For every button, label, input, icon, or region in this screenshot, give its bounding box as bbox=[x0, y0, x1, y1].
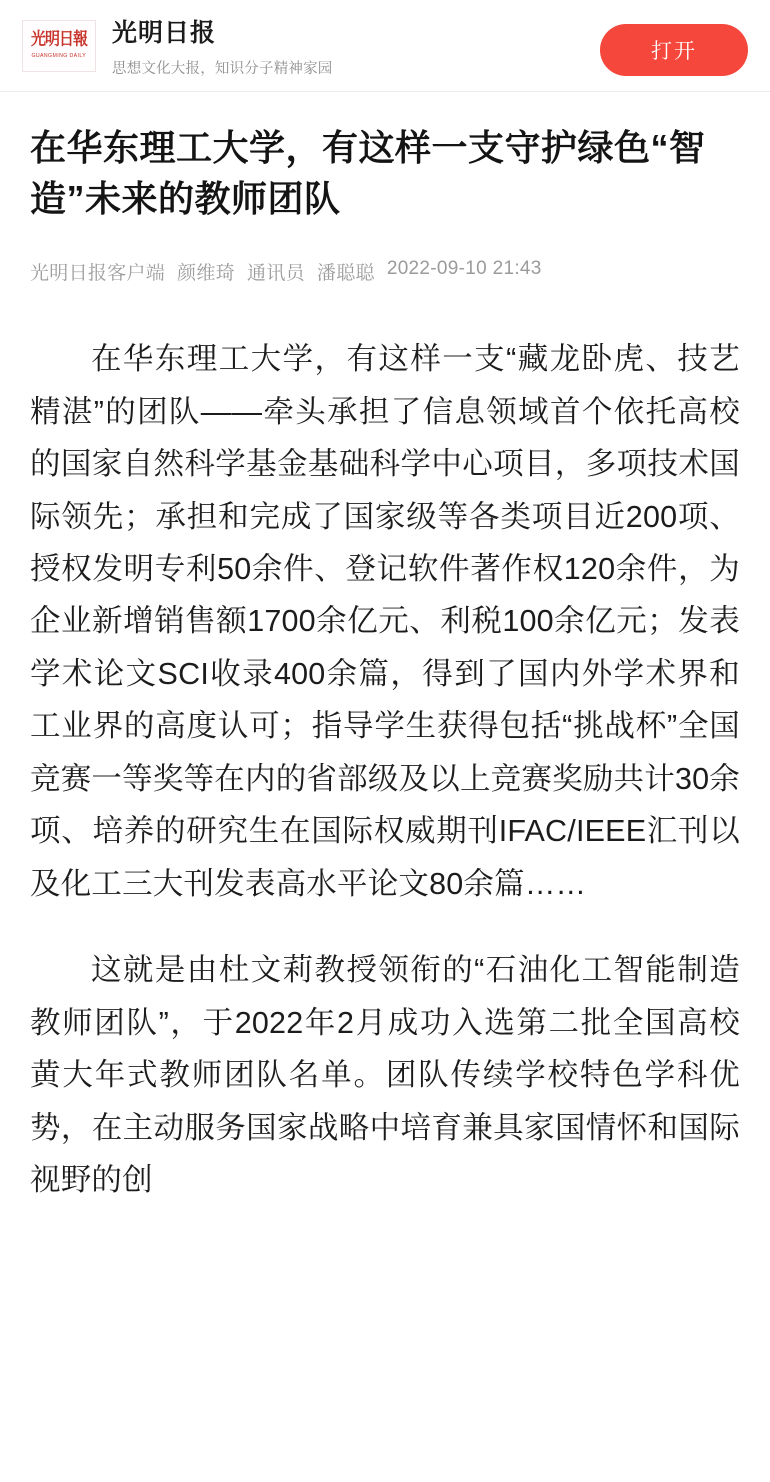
brand-slogan: 思想文化大报，知识分子精神家园 bbox=[112, 60, 333, 77]
meta-author: 颜维琦 bbox=[177, 263, 236, 285]
open-app-button[interactable]: 打开 bbox=[600, 24, 748, 76]
brand-name: 光明日报 bbox=[112, 19, 217, 47]
article-container bbox=[0, 92, 770, 1206]
logo-latin-mark: GUANGMING DAILY bbox=[31, 53, 87, 59]
meta-correspondent: 潘聪聪 bbox=[316, 263, 375, 285]
article-paragraph: 在华东理工大学，有这样一支“藏龙卧虎、技艺精湛”的团队——牵头承担了信息领域首个依托高校的国家自然科学基金基础科学中心项目，多项技术国际领先；承担和完成了国家级等各类项目近200项、授权发明专利50余件、登记软件著作权120余件，为企业新增销售额1700余亿元、利税100余亿元；发表学术论文SCI收录400余篇，得到了国内外学术界和工业界的高度认可；指导学生获得包括“挑战杯”全国竞赛一等奖等在内的省部级及以上竞赛奖励共计30余项、培养的研究生在国际权威期刊IFAC/IEEE汇刊以及化工三大刊发表高水平论文80余篇…… bbox=[30, 342, 740, 901]
article-paragraph: 这就是由杜文莉教授领衔的“石油化工智能制造教师团队”，于2022年2月成功入选第二批全国高校黄大年式教师团队名单。团队传续学校特色学科优势，在主动服务国家战略中培育兼具家国情怀和国际视野的创 bbox=[30, 953, 740, 1198]
guangming-daily-logo bbox=[22, 20, 96, 72]
meta-timestamp: 2022-09-10 21:43 bbox=[386, 258, 542, 280]
logo-chinese-mark: 光明日報 bbox=[30, 30, 87, 50]
site-header bbox=[0, 0, 770, 92]
article-meta bbox=[30, 258, 740, 285]
article-body bbox=[30, 333, 740, 1206]
page-title: 在华东理工大学，有这样一支守护绿色“智造”未来的教师团队 bbox=[30, 127, 706, 220]
meta-correspondent-role: 通讯员 bbox=[247, 263, 305, 285]
brand-block bbox=[112, 18, 600, 78]
meta-source: 光明日报客户端 bbox=[30, 263, 166, 285]
